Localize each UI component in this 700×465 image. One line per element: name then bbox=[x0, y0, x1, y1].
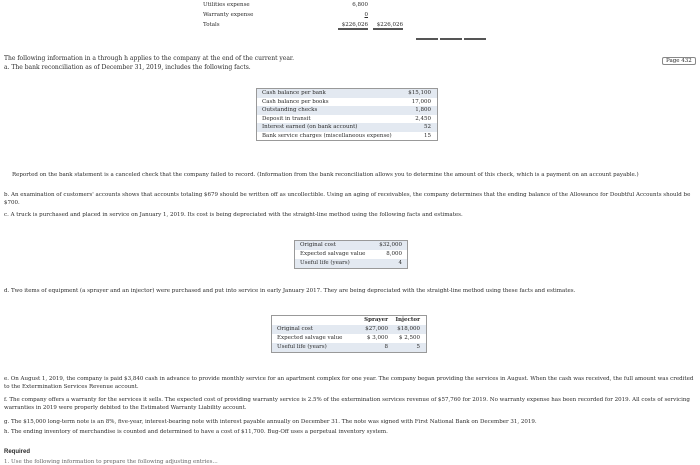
sprayer-value: 8 bbox=[384, 344, 388, 350]
row-label: Original cost bbox=[300, 242, 336, 248]
table-row bbox=[295, 250, 407, 259]
row-label: Interest earned (on bank account) bbox=[262, 124, 358, 130]
paragraph-f: f. The company offers a warranty for the services it sells. The expected cost of providing warranty service is 2.5% of the extermination services revenue of $57,760 for 2019. No warranty expense has been recorded for 2019. All costs of servicing warranties in 2019 were properly debited to the Estimated Warranty Liability account. bbox=[4, 397, 690, 411]
row-value: 0 bbox=[364, 12, 368, 18]
injector-value: $18,000 bbox=[397, 326, 420, 332]
row-label: Useful life (years) bbox=[300, 260, 350, 266]
row-label: Utilities expense bbox=[203, 2, 250, 8]
intro-line-1: The following information in a through h applies to the company at the end of the current year. bbox=[4, 55, 295, 62]
table-row bbox=[272, 325, 426, 334]
truck-facts-table bbox=[294, 240, 408, 269]
paragraph-a-continued: Reported on the bank statement is a canceled check that the company failed to record. (Information from the bank reconciliation allows you to determine the amount of this check, which is a payment on an account payable.) bbox=[12, 172, 639, 178]
table-row bbox=[272, 334, 426, 343]
row-value: $15,100 bbox=[408, 90, 431, 96]
paragraph-b: b. An examination of customers' accounts shows that accounts totaling $679 should be written off as uncollectible. Using an aging of receivables, the company determines that the ending balance of the Allowance for Doubtful Accounts should be $700. bbox=[4, 192, 691, 206]
top-row bbox=[198, 20, 493, 30]
row-label: Warranty expense bbox=[203, 12, 254, 18]
row-value: 52 bbox=[424, 124, 431, 130]
row-label: Expected salvage value bbox=[300, 251, 366, 257]
table-row bbox=[257, 123, 437, 132]
row-label: Original cost bbox=[277, 326, 313, 332]
row-label: Cash balance per bank bbox=[262, 90, 326, 96]
row-value-2: $226,026 bbox=[373, 22, 403, 30]
top-trial-balance bbox=[198, 0, 493, 30]
row-value: 17,000 bbox=[411, 98, 431, 105]
paragraph-e: e. On August 1, 2019, the company is paid $3,840 cash in advance to provide monthly service for an apartment complex for one year. The company began providing the services in August. When the cash was received, the full amount was credited to the Extermination Services Revenue account. bbox=[4, 376, 694, 390]
injector-value: 5 bbox=[416, 344, 420, 350]
column-header-injector: Injector bbox=[395, 317, 420, 323]
table-row bbox=[257, 89, 437, 98]
cut-off-requirement-text: 1. Use the following information to prepare the following adjusting entries... bbox=[4, 459, 218, 465]
paragraph-h: h. The ending inventory of merchandise is counted and determined to have a cost of $11,700. Bug-Off uses a perpetual inventory system. bbox=[4, 429, 388, 435]
top-row bbox=[198, 10, 493, 20]
row-value: 8,000 bbox=[386, 251, 402, 257]
row-value: 2,450 bbox=[415, 115, 431, 122]
row-label: Totals bbox=[203, 22, 220, 28]
row-value: 4 bbox=[398, 260, 402, 266]
injector-value: $ 2,500 bbox=[399, 335, 420, 341]
table-row bbox=[257, 132, 437, 141]
required-heading: Required bbox=[4, 449, 31, 455]
intro-text bbox=[4, 54, 644, 72]
row-value: $32,000 bbox=[379, 242, 402, 248]
bank-reconciliation-table bbox=[256, 88, 438, 141]
paragraph-c: c. A truck is purchased and placed in service on January 1, 2019. Its cost is being depreciated with the straight-line method using the following facts and estimates. bbox=[4, 212, 463, 218]
row-label: Cash balance per books bbox=[262, 98, 329, 105]
equipment-facts-table bbox=[271, 315, 427, 353]
row-value: 6,800 bbox=[352, 2, 368, 8]
table-row bbox=[257, 98, 437, 107]
table-row bbox=[257, 115, 437, 124]
table-row bbox=[272, 343, 426, 352]
paragraph-g: g. The $15,000 long-term note is an 8%, five-year, interest-bearing note with interest payable annually on December 31. The note was signed with First National Bank on December 31, 2019. bbox=[4, 419, 537, 425]
column-header-sprayer: Sprayer bbox=[364, 317, 388, 323]
top-row bbox=[198, 0, 493, 10]
table-row bbox=[295, 241, 407, 250]
row-label: Deposit in transit bbox=[262, 115, 311, 122]
row-label: Useful life (years) bbox=[277, 344, 327, 350]
row-label: Expected salvage value bbox=[277, 335, 343, 341]
row-label: Outstanding checks bbox=[262, 107, 318, 113]
table-header-row bbox=[272, 316, 426, 325]
intro-line-2: a. The bank reconciliation as of December 31, 2019, includes the following facts. bbox=[4, 64, 251, 71]
row-value: 15 bbox=[424, 132, 431, 139]
table-row bbox=[295, 259, 407, 268]
table-row bbox=[257, 106, 437, 115]
paragraph-d: d. Two items of equipment (a sprayer and an injector) were purchased and put into service in early January 2017. They are being depreciated with the straight-line method using these facts and estimates. bbox=[4, 288, 576, 294]
sprayer-value: $27,000 bbox=[365, 326, 388, 332]
row-label: Bank service charges (miscellaneous expense) bbox=[262, 132, 392, 139]
page-reference-badge[interactable]: Page 432 bbox=[662, 57, 696, 65]
sprayer-value: $ 3,000 bbox=[367, 335, 388, 341]
row-value: $226,026 bbox=[338, 22, 368, 30]
row-value: 1,800 bbox=[415, 107, 431, 113]
